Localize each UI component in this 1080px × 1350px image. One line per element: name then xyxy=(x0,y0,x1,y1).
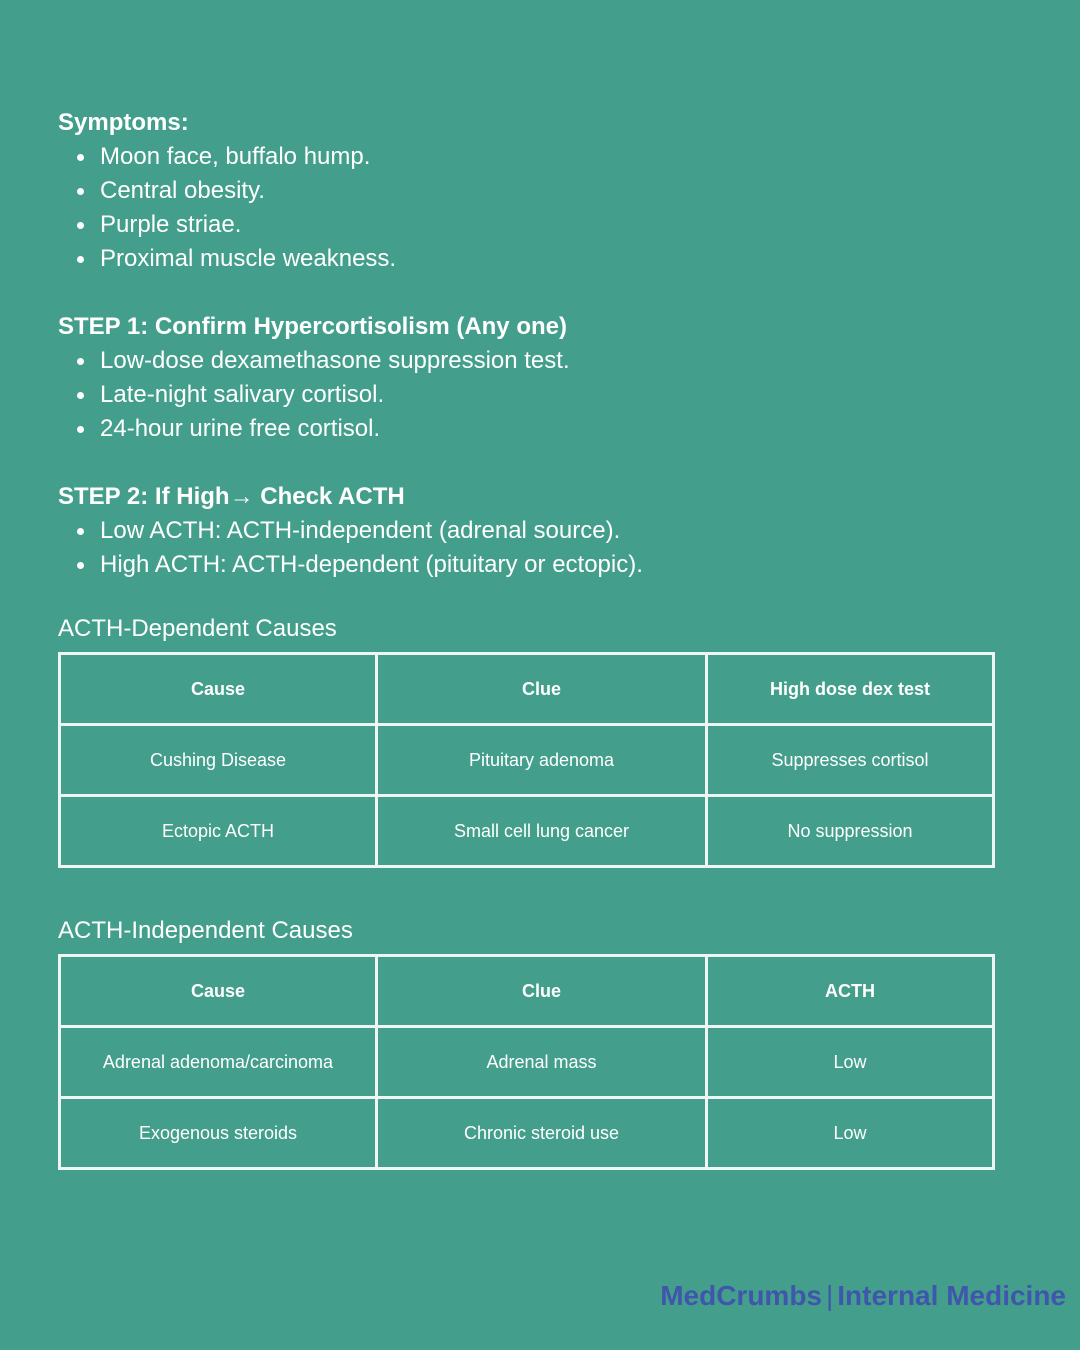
list-item: Purple striae. xyxy=(58,208,1018,242)
brand-tagline: Internal Medicine xyxy=(837,1280,1066,1311)
list-item: Low ACTH: ACTH-independent (adrenal source). xyxy=(58,514,1018,548)
brand-footer xyxy=(660,1280,1066,1312)
content xyxy=(58,106,1018,1216)
table-row xyxy=(60,796,994,867)
step1-list xyxy=(58,344,1018,446)
table-row xyxy=(60,1027,994,1098)
independent-table-title: ACTH-Independent Causes xyxy=(58,917,353,944)
table-cell: Ectopic ACTH xyxy=(60,796,377,867)
column-header: Cause xyxy=(60,956,377,1027)
step2-list xyxy=(58,514,1018,582)
column-header: Clue xyxy=(377,654,707,725)
dependent-table-title: ACTH-Dependent Causes xyxy=(58,615,337,642)
table-cell: Pituitary adenoma xyxy=(377,725,707,796)
list-item: High ACTH: ACTH-dependent (pituitary or ectopic). xyxy=(58,548,1018,582)
list-item: Proximal muscle weakness. xyxy=(58,242,1018,276)
table-cell: Suppresses cortisol xyxy=(707,725,994,796)
step2-heading: STEP 2: If High→ Check ACTH xyxy=(58,483,405,510)
table-cell: Exogenous steroids xyxy=(60,1098,377,1169)
table-row xyxy=(60,725,994,796)
list-item: 24-hour urine free cortisol. xyxy=(58,412,1018,446)
table-cell: Cushing Disease xyxy=(60,725,377,796)
step1-section xyxy=(58,310,1018,446)
list-item: Late-night salivary cortisol. xyxy=(58,378,1018,412)
table-row xyxy=(60,1098,994,1169)
table-cell: Low xyxy=(707,1098,994,1169)
column-header: Clue xyxy=(377,956,707,1027)
table-cell: Adrenal adenoma/carcinoma xyxy=(60,1027,377,1098)
table-header-row xyxy=(60,956,994,1027)
brand-separator: | xyxy=(826,1280,834,1311)
table-cell: Chronic steroid use xyxy=(377,1098,707,1169)
step2-section xyxy=(58,480,1018,582)
column-header: ACTH xyxy=(707,956,994,1027)
symptoms-list xyxy=(58,140,1018,276)
independent-causes-table xyxy=(58,954,995,1170)
table-header-row xyxy=(60,654,994,725)
list-item: Low-dose dexamethasone suppression test. xyxy=(58,344,1018,378)
list-item: Central obesity. xyxy=(58,174,1018,208)
table-cell: Small cell lung cancer xyxy=(377,796,707,867)
list-item: Moon face, buffalo hump. xyxy=(58,140,1018,174)
brand-name: MedCrumbs xyxy=(660,1280,822,1311)
step1-heading: STEP 1: Confirm Hypercortisolism (Any one) xyxy=(58,313,567,340)
column-header: Cause xyxy=(60,654,377,725)
table-cell: No suppression xyxy=(707,796,994,867)
symptoms-section xyxy=(58,106,1018,276)
symptoms-heading: Symptoms: xyxy=(58,109,189,136)
table-cell: Low xyxy=(707,1027,994,1098)
table-cell: Adrenal mass xyxy=(377,1027,707,1098)
column-header: High dose dex test xyxy=(707,654,994,725)
dependent-causes-table xyxy=(58,652,995,868)
